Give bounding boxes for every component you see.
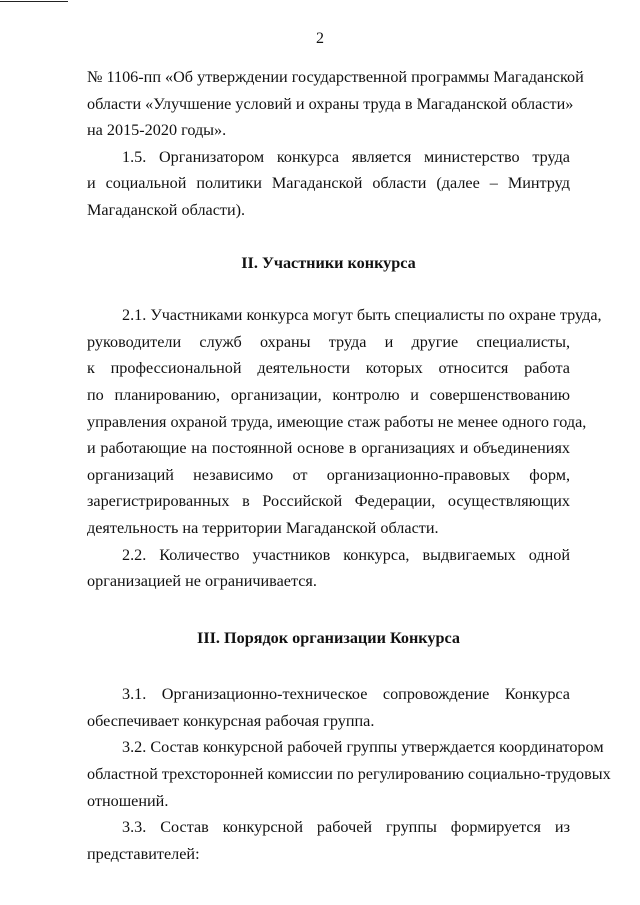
text-line: на 2015-2020 годы».	[87, 121, 227, 140]
text-line: деятельность на территории Магаданской области.	[87, 518, 439, 537]
text-line: обеспечивает конкурсная рабочая группа.	[87, 711, 375, 730]
text-line: и работающие на постоянной основе в организациях и объединениях	[87, 439, 570, 458]
text-line: 3.3. Состав конкурсной рабочей группы формируется из	[122, 818, 570, 837]
text-line: 1.5. Организатором конкурса является министерство труда	[122, 147, 570, 166]
document-body	[87, 64, 611, 867]
text-line: 2.2. Количество участников конкурса, выдвигаемых одной	[122, 545, 570, 564]
top-left-rule	[0, 1, 68, 2]
page-number: 2	[316, 30, 324, 47]
text-line: области «Улучшение условий и охраны труда в Магаданской области»	[87, 94, 574, 113]
text-line: к профессиональной деятельности которых относится работа	[87, 359, 570, 378]
text-line: руководители служб охраны труда и другие специалисты,	[87, 332, 570, 351]
paragraph-3-3	[87, 814, 570, 867]
text-line: областной трехсторонней комиссии по регулированию социально-трудовых	[87, 765, 611, 784]
text-line: 3.2. Состав конкурсной рабочей группы утверждается координатором	[122, 738, 604, 757]
section-heading-participants: II. Участники конкурса	[241, 253, 416, 272]
text-line: 3.1. Организационно-техническое сопровождение Конкурса	[122, 685, 570, 704]
text-line: 2.1. Участниками конкурса могут быть специалисты по охране труда,	[122, 306, 602, 325]
paragraph-3-2	[87, 734, 611, 814]
paragraph-3-1	[87, 681, 570, 734]
text-line: организацией не ограничивается.	[87, 572, 317, 591]
section-heading-procedure: III. Порядок организации Конкурса	[197, 628, 460, 647]
paragraph-2-1	[87, 302, 602, 541]
text-line: № 1106-пп «Об утверждении государственной программы Магаданской	[87, 68, 584, 86]
text-line: Магаданской области).	[87, 200, 246, 219]
paragraph-order-reference	[87, 64, 584, 144]
text-line: управления охраной труда, имеющие стаж работы не менее одного года,	[87, 412, 587, 431]
paragraph-1-5	[87, 144, 570, 224]
text-line: зарегистрированных в Российской Федерации, осуществляющих	[87, 492, 570, 511]
text-line: и социальной политики Магаданской области (далее – Минтруд	[87, 174, 570, 193]
text-line: по планированию, организации, контролю и совершенствованию	[87, 385, 570, 404]
text-line: отношений.	[87, 791, 169, 810]
paragraph-2-2	[87, 542, 570, 595]
text-line: организаций независимо от организационно-правовых форм,	[87, 465, 570, 484]
text-line: представителей:	[87, 844, 200, 863]
